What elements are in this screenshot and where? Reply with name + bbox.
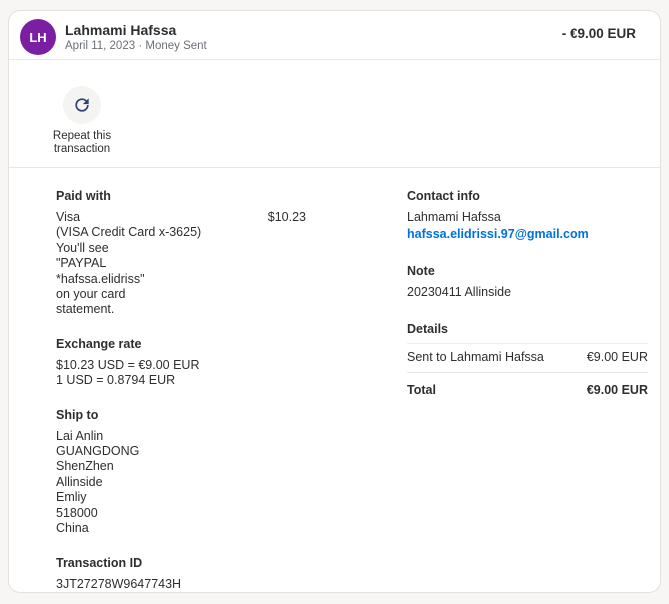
exchange-rate-section: [56, 336, 306, 389]
transaction-amount: - €9.00 EUR: [561, 26, 636, 41]
transaction-date: April 11, 2023: [65, 40, 136, 52]
ship-to-country: China: [56, 521, 89, 536]
repeat-transaction-label: Repeat this transaction: [52, 130, 112, 155]
left-column: [56, 188, 306, 593]
total-label: Total: [407, 382, 436, 397]
note-value: 20230411 Allinside: [407, 285, 512, 300]
transaction-id-value: 3JT27278W9647743H: [56, 576, 182, 591]
contact-info-section: [407, 188, 648, 243]
transaction-status: Money Sent: [145, 40, 207, 52]
details-section: [407, 321, 648, 397]
transaction-date-status: [65, 40, 207, 52]
contact-email-link[interactable]: hafssa.elidrissi.97@gmail.com: [407, 227, 589, 242]
avatar: LH: [20, 19, 56, 55]
ship-to-city: ShenZhen: [56, 459, 114, 474]
details-row-label: Sent to Lahmami Hafssa: [407, 349, 544, 364]
payment-method-description: Visa (VISA Credit Card x-3625) You'll see "PAYPAL *hafssa.elidriss" on your card statement.: [56, 210, 202, 317]
note-section: [407, 263, 648, 300]
transaction-details-content: [9, 168, 660, 593]
details-row-sent: [407, 343, 648, 373]
actions-section: [9, 60, 660, 168]
total-amount: €9.00 EUR: [586, 382, 648, 397]
transaction-id-heading: Transaction ID: [56, 555, 143, 570]
refresh-icon: [63, 86, 101, 124]
paid-with-section: [56, 188, 306, 318]
transaction-header: [9, 11, 660, 60]
paid-with-heading: Paid with: [56, 189, 111, 203]
total-row: [407, 373, 648, 397]
dot-separator: ·: [138, 40, 143, 52]
ship-to-address-line2: Emliy: [56, 490, 87, 505]
header-text: [65, 19, 207, 52]
ship-to-name: Lai Anlin: [56, 428, 104, 443]
details-heading: Details: [407, 321, 448, 336]
exchange-rate-unit: 1 USD = 0.8794 EUR: [56, 373, 176, 388]
ship-to-heading: Ship to: [56, 407, 99, 422]
paid-with-row: [56, 210, 306, 318]
details-row-amount: €9.00 EUR: [586, 349, 648, 364]
paid-amount: $10.23: [267, 210, 306, 224]
right-column: [407, 188, 648, 593]
ship-to-postal-code: 518000: [56, 505, 98, 520]
ship-to-address-line1: Allinside: [56, 474, 103, 489]
ship-to-section: [56, 407, 306, 537]
contact-name: Lahmami Hafssa: [407, 210, 501, 224]
contact-info-heading: Contact info: [407, 189, 480, 203]
transaction-id-section: [56, 555, 306, 592]
ship-to-province: GUANGDONG: [56, 444, 140, 459]
counterparty-name: Lahmami Hafssa: [65, 22, 177, 38]
exchange-rate-conversion: $10.23 USD = €9.00 EUR: [56, 357, 200, 372]
transaction-card: [8, 10, 661, 593]
exchange-rate-heading: Exchange rate: [56, 336, 142, 351]
repeat-transaction-button[interactable]: [49, 86, 115, 156]
note-heading: Note: [407, 264, 435, 279]
